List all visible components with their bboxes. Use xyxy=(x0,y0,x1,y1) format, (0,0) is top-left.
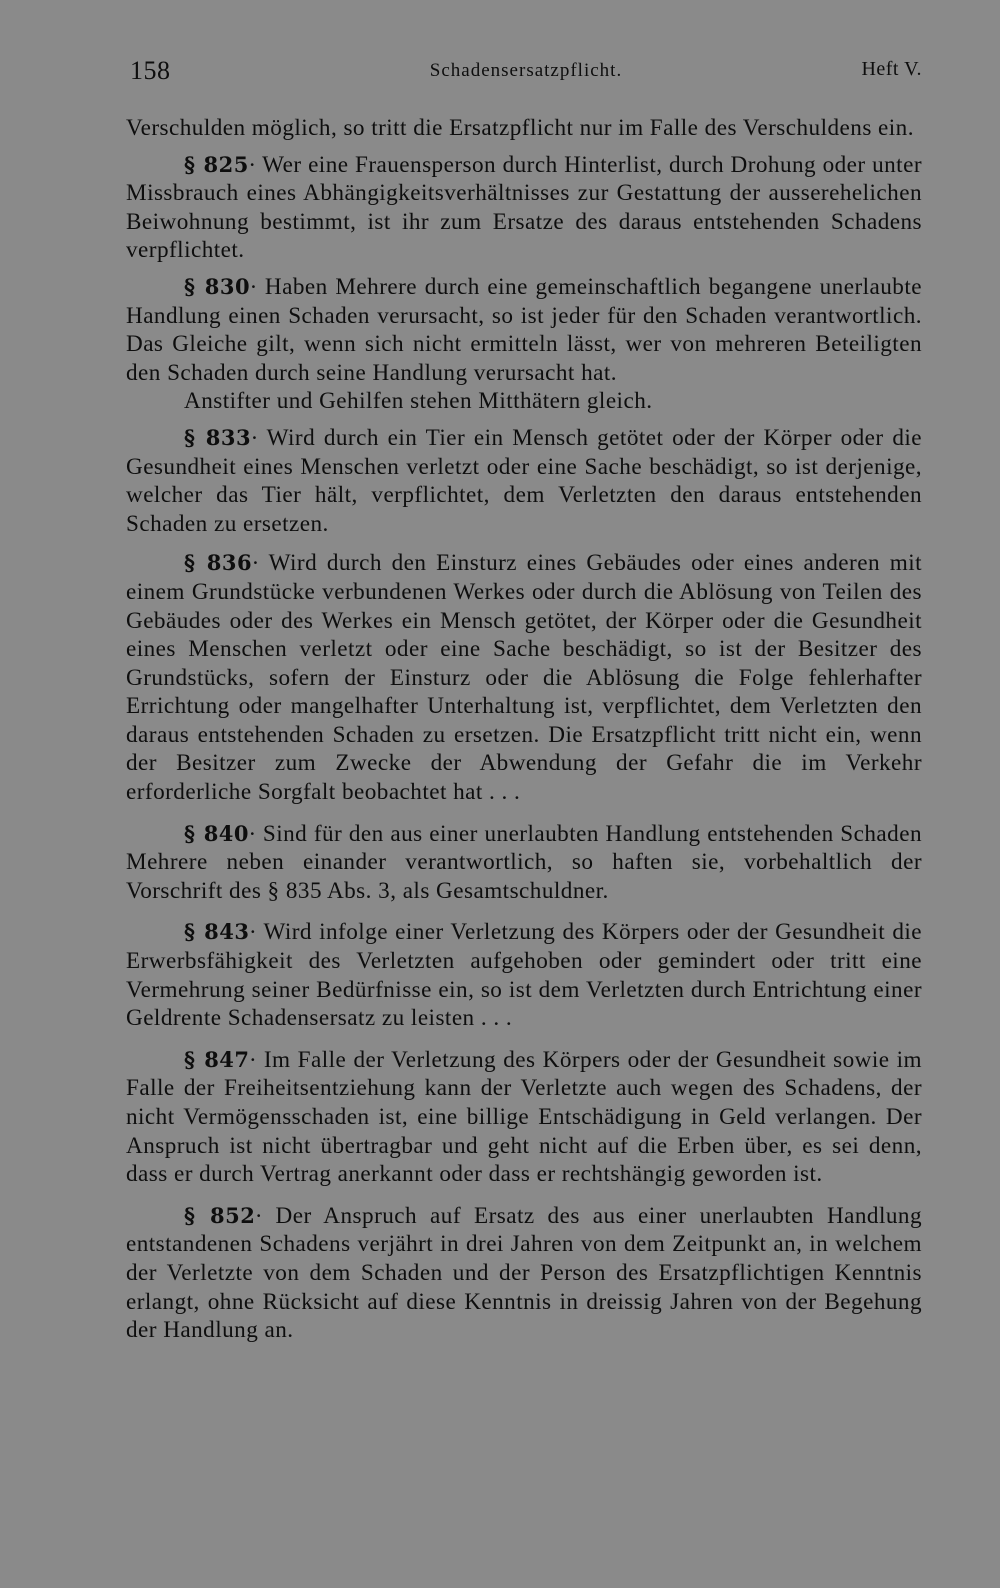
running-title: Schadensersatzpflicht. xyxy=(429,60,623,81)
paragraph-852 xyxy=(126,1202,922,1345)
paragraph-833 xyxy=(126,424,922,538)
section-number: § 825 · xyxy=(184,152,256,177)
section-number: § 847 · xyxy=(184,1047,257,1072)
paragraph-text: Haben Mehrere durch eine gemeinschaftlich begangene unerlaubte Handlung einen Schaden verursacht, so ist jeder für den Schaden verantwortlich. Das Gleiche gilt, wenn sich nicht ermitteln lässt, wer von mehreren Beteiligten den Schaden durch seine Handlung verursacht hat. xyxy=(126,273,922,386)
section-number: § 830 · xyxy=(184,274,257,299)
paragraph-text: Wird durch den Einsturz eines Gebäudes oder eines anderen mit einem Grundstücke verbundenen Werkes oder durch die Ablösung von Teilen des Gebäudes oder des Werkes ein Mensch getötet, der Körper oder die Gesundheit eines Menschen verletzt oder eine Sache beschädigt, so ist der Besitzer des Grundstücks, sofern der Einsturz oder die Ablösung die Folge fehlerhafter Errichtung oder mangelhafter Unterhaltung ist, verpflichtet, dem Verletzten den daraus entstehenden Schaden zu ersetzen. Die Ersatzpflicht tritt nicht ein, wenn der Besitzer zum Zwecke der Abwendung der Gefahr die im Verkehr erforderliche Sorgfalt beobachtet hat . . . xyxy=(126,550,922,806)
section-number: § 836 · xyxy=(184,550,259,575)
issue-label: Heft V. xyxy=(861,58,922,80)
paragraph-847 xyxy=(126,1046,922,1189)
section-number: § 833 · xyxy=(184,425,258,450)
paragraph-830-continuation xyxy=(126,387,922,416)
paragraph-836 xyxy=(126,549,922,806)
page-body xyxy=(126,114,922,1345)
section-number: § 840 · xyxy=(184,821,256,846)
paragraph-text: Wer eine Frauensperson durch Hinterlist, durch Drohung oder unter Missbrauch eines Abhängigkeitsverhältnisses zur Gestattung der ausserehelichen Beiwohnung bestimmt, ist ihr zum Ersatze des daraus entstehenden Schadens verpflichtet. xyxy=(126,151,922,264)
paragraph-840 xyxy=(126,820,922,906)
paragraph-825 xyxy=(126,151,922,265)
paragraph-text: Verschulden möglich, so tritt die Ersatzpflicht nur im Falle des Verschuldens ein. xyxy=(126,115,914,141)
section-number: § 852 · xyxy=(184,1203,263,1228)
page-number: 158 xyxy=(130,56,171,85)
paragraph-text: Im Falle der Verletzung des Körpers oder der Gesundheit sowie im Falle der Freiheitsentziehung kann der Verletzte auch wegen des Schadens, der nicht Vermögensschaden ist, eine billige Entschädigung in Geld verlangen. Der Anspruch ist nicht übertragbar und geht nicht auf die Erben über, es sei denn, dass er durch Vertrag anerkannt oder dass er rechtshängig geworden ist. xyxy=(126,1046,922,1188)
paragraph-text: Anstifter und Gehilfen stehen Mitthätern gleich. xyxy=(184,388,653,415)
paragraph-text: Wird infolge einer Verletzung des Körpers oder der Gesundheit die Erwerbsfähigkeit des Verletzten aufgehoben oder gemindert oder tritt eine Vermehrung seiner Bedürfnisse ein, so ist dem Verletzten durch Entrichtung einer Geldrente Schadensersatz zu leisten . . . xyxy=(126,919,923,1032)
paragraph-843 xyxy=(126,918,922,1032)
paragraph-continuation xyxy=(126,114,922,143)
paragraph-text: Wird durch ein Tier ein Mensch getötet oder der Körper oder die Gesundheit eines Menschen verletzt oder eine Sache beschädigt, so ist derjenige, welcher das Tier hält, verpflichtet, dem Verletzten den daraus entstehenden Schaden zu ersetzen. xyxy=(126,424,922,537)
paragraph-text: Der Anspruch auf Ersatz des aus einer unerlaubten Handlung entstandenen Schadens verjährt in drei Jahren von dem Zeitpunkt an, in welchem der Verletzte von dem Schaden und der Person des Ersatzpflichtigen Kenntnis erlangt, ohne Rücksicht auf diese Kenntnis in dreissig Jahren von der Begehung der Handlung an. xyxy=(126,1202,922,1344)
paragraph-text: Sind für den aus einer unerlaubten Handlung entstehenden Schaden Mehrere neben einander verantwortlich, so haften sie, vorbehaltlich der Vorschrift des § 835 Abs. 3, als Gesamtschuldner. xyxy=(126,820,922,904)
section-number: § 843 · xyxy=(184,919,257,944)
page-header xyxy=(130,56,922,96)
paragraph-830 xyxy=(126,273,922,387)
